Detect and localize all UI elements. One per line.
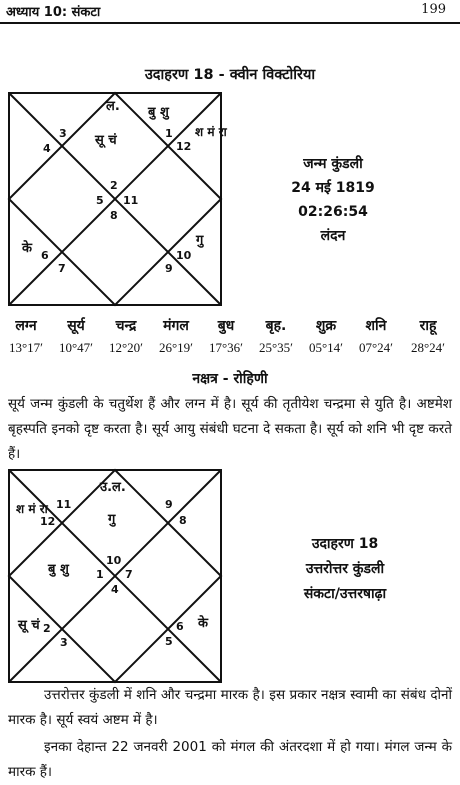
planet-column xyxy=(48,316,104,356)
planet-degree: 25°35′ xyxy=(258,340,294,355)
house-number: 2 xyxy=(43,622,51,635)
house-number: 10 xyxy=(176,249,192,262)
chart-subtitle: उत्तरोत्तर कुंडली xyxy=(305,561,385,577)
planet-name: बृह. xyxy=(265,318,287,334)
house-number: 11 xyxy=(56,498,72,511)
house-number: 3 xyxy=(60,636,68,649)
house-number: 12 xyxy=(40,515,56,528)
planet-degree: 10°47′ xyxy=(58,340,94,355)
chart-svg xyxy=(8,92,227,306)
planet-label: उ.ल. xyxy=(100,480,126,495)
planet-degree: 28°24′ xyxy=(410,340,446,355)
planet-name: शुक्र xyxy=(315,318,337,334)
house-number: 3 xyxy=(59,127,67,140)
planet-name: सूर्य xyxy=(67,318,85,334)
house-number: 2 xyxy=(110,179,118,192)
progressed-chart-diagram xyxy=(8,469,222,683)
house-number: 11 xyxy=(123,194,139,207)
planet-name: मंगल xyxy=(163,318,189,334)
house-number: 9 xyxy=(165,262,173,275)
progressed-info xyxy=(265,532,425,607)
planet-name: लग्न xyxy=(15,318,37,334)
planet-degree: 07°24′ xyxy=(358,340,394,355)
planet-degree: 17°36′ xyxy=(208,340,244,355)
chart-label: जन्म कुंडली xyxy=(303,156,363,172)
house-number: 6 xyxy=(41,249,49,262)
house-number: 4 xyxy=(43,142,51,155)
planet-label: सू चं xyxy=(95,133,117,148)
birth-date: 24 मई 1819 xyxy=(291,180,375,196)
planet-column xyxy=(248,316,304,356)
house-number: 8 xyxy=(179,514,187,527)
planet-degree: 12°20′ xyxy=(108,340,144,355)
planet-label: गु xyxy=(108,512,116,527)
planet-label: बु शु xyxy=(48,562,69,577)
house-number: 12 xyxy=(176,140,192,153)
house-number: 7 xyxy=(125,568,133,581)
planet-column xyxy=(98,316,154,356)
body-paragraph: सूर्य जन्म कुंडली के चतुर्थेश हैं और लग्न में है। सूर्य की तृतीयेश चन्द्रमा से युति है। अष्टमेश बृहस्पति इनको दृष्ट करता है। सूर्य आयु संबंधी घटना दे सकता है। सूर्य को शनि भी दृष्ट करते हैं। xyxy=(8,396,452,462)
planet-degree-table xyxy=(4,316,456,364)
planet-label: के xyxy=(198,616,208,631)
body-paragraph: उत्तरोत्तर कुंडली में शनि और चन्द्रमा मारक है। इस प्रकार नक्षत्र स्वामी का संबंध दोनों मारक है। सूर्य स्वयं अष्टम में है। xyxy=(8,687,452,728)
planet-degree: 26°19′ xyxy=(158,340,194,355)
planet-column xyxy=(400,316,456,356)
planet-column xyxy=(348,316,404,356)
planet-column xyxy=(198,316,254,356)
planet-label: सू चं xyxy=(18,618,40,633)
house-number: 5 xyxy=(165,635,173,648)
chart-name: संकटा/उत्तरषाढ़ा xyxy=(303,586,387,602)
page-number: 199 xyxy=(421,2,446,17)
planet-label: श मं रा xyxy=(16,502,48,516)
birth-place: लंदन xyxy=(320,228,346,244)
house-number: 9 xyxy=(165,498,173,511)
house-number: 8 xyxy=(110,209,118,222)
page-header xyxy=(0,0,460,24)
planet-column xyxy=(298,316,354,356)
birth-time: 02:26:54 xyxy=(298,204,368,220)
planet-degree: 05°14′ xyxy=(308,340,344,355)
planet-label: के xyxy=(22,241,32,256)
house-number: 5 xyxy=(96,194,104,207)
house-number: 6 xyxy=(176,620,184,633)
chapter-title: अध्याय 10: संकटा xyxy=(6,5,101,20)
planet-label: ल. xyxy=(106,99,120,114)
planet-label: गु xyxy=(196,233,204,248)
planet-name: शनि xyxy=(365,318,387,334)
example-label: उदाहरण 18 xyxy=(311,536,379,552)
planet-name: बुध xyxy=(217,318,235,334)
birth-chart-diagram xyxy=(8,92,227,306)
body-paragraph: इनका देहान्त 22 जनवरी 2001 को मंगल की अंतरदशा में हो गया। मंगल जन्म के मारक हैं। xyxy=(8,739,452,780)
planet-column xyxy=(0,316,54,356)
planet-name: राहू xyxy=(419,318,437,334)
planet-degree: 13°17′ xyxy=(8,340,44,355)
house-number: 1 xyxy=(165,127,173,140)
birth-info xyxy=(268,152,398,248)
house-number: 7 xyxy=(58,262,66,275)
planet-label: बु शु xyxy=(148,105,169,120)
chart-svg xyxy=(8,469,222,683)
house-number: 4 xyxy=(111,583,119,596)
house-number: 10 xyxy=(106,554,122,567)
house-number: 1 xyxy=(96,568,104,581)
planet-column xyxy=(148,316,204,356)
planet-name: चन्द्र xyxy=(115,318,137,334)
example-title: उदाहरण 18 - क्वीन विक्टोरिया xyxy=(144,67,316,83)
nakshatra-line: नक्षत्र - रोहिणी xyxy=(192,371,268,387)
planet-label: श मं रा xyxy=(195,125,227,139)
